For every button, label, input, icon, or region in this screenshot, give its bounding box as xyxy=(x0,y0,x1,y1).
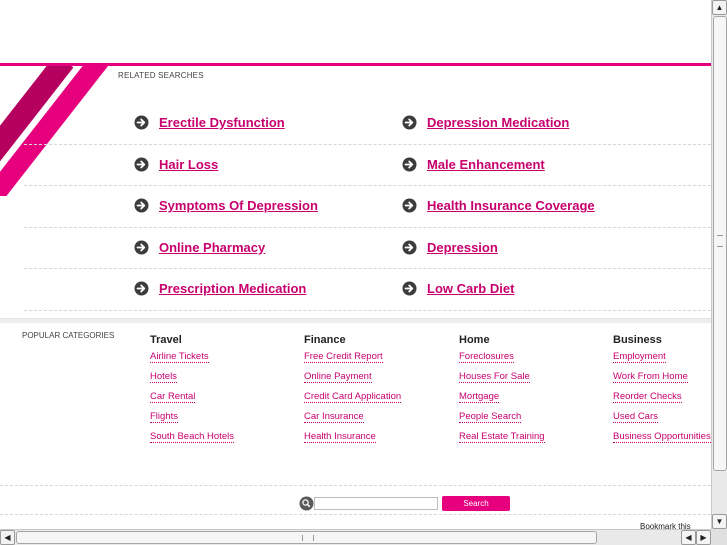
category-link[interactable] xyxy=(613,370,711,390)
circle-arrow-right-icon xyxy=(134,281,149,296)
category-link-label: Flights xyxy=(150,411,178,422)
vertical-scrollbar[interactable] xyxy=(711,0,727,529)
search-input[interactable] xyxy=(314,497,438,510)
scroll-right-button[interactable]: ▶ xyxy=(696,530,711,545)
category-column xyxy=(613,334,711,450)
category-link[interactable] xyxy=(150,350,300,370)
category-link[interactable] xyxy=(304,390,454,410)
related-row xyxy=(24,228,711,270)
related-searches-title: RELATED SEARCHES xyxy=(118,71,204,80)
category-link-label: Airline Tickets xyxy=(150,351,209,362)
circle-arrow-right-icon xyxy=(134,198,149,213)
magnifier-icon xyxy=(299,496,314,511)
circle-arrow-right-icon xyxy=(402,240,417,255)
category-link[interactable] xyxy=(613,390,711,410)
grip-icon xyxy=(717,235,723,247)
vertical-scroll-thumb[interactable] xyxy=(713,16,727,471)
related-link-item[interactable] xyxy=(402,240,498,255)
horizontal-scroll-thumb[interactable] xyxy=(16,531,597,544)
circle-arrow-right-icon xyxy=(402,198,417,213)
related-link-item[interactable] xyxy=(402,198,595,213)
scroll-up-button[interactable]: ▲ xyxy=(712,0,727,15)
category-link-label: Online Payment xyxy=(304,371,372,382)
related-search-link[interactable]: Online Pharmacy xyxy=(159,239,266,255)
category-link[interactable] xyxy=(150,410,300,430)
category-link[interactable] xyxy=(304,430,454,450)
scrollbar-corner xyxy=(711,529,727,545)
category-link-label: Free Credit Report xyxy=(304,351,383,362)
related-row xyxy=(24,103,711,145)
category-link-label: Car Rental xyxy=(150,391,196,402)
category-link[interactable] xyxy=(459,350,609,370)
category-link[interactable] xyxy=(613,410,711,430)
category-link-label: Credit Card Application xyxy=(304,391,402,402)
category-link-label: Car Insurance xyxy=(304,411,364,422)
horizontal-scrollbar[interactable] xyxy=(0,529,711,545)
circle-arrow-right-icon xyxy=(402,115,417,130)
category-heading[interactable]: Travel xyxy=(150,334,182,346)
category-link[interactable] xyxy=(304,350,454,370)
category-link-label: South Beach Hotels xyxy=(150,431,234,442)
category-link[interactable] xyxy=(459,410,609,430)
related-search-link[interactable]: Depression Medication xyxy=(427,115,570,130)
category-column xyxy=(150,334,300,450)
related-link-item[interactable] xyxy=(134,157,218,172)
circle-arrow-right-icon xyxy=(402,157,417,172)
scroll-left-button-end[interactable]: ◀ xyxy=(681,530,696,545)
scroll-down-button[interactable]: ▼ xyxy=(712,514,727,529)
category-link-label: Houses For Sale xyxy=(459,371,530,382)
related-link-item[interactable] xyxy=(402,115,569,130)
related-search-link[interactable]: Symptoms Of Depression xyxy=(159,198,318,214)
category-link[interactable] xyxy=(304,370,454,390)
related-search-link[interactable]: Depression xyxy=(427,239,498,255)
category-link[interactable] xyxy=(304,410,454,430)
category-heading[interactable]: Home xyxy=(459,334,490,346)
category-link[interactable] xyxy=(150,390,300,410)
category-link-label: Employment xyxy=(613,351,666,362)
circle-arrow-right-icon xyxy=(134,115,149,130)
circle-arrow-right-icon xyxy=(402,281,417,296)
category-link-label: Real Estate Training xyxy=(459,431,545,442)
bookmark-link[interactable]: Bookmark this xyxy=(640,522,691,529)
search-button[interactable]: Search xyxy=(442,496,510,511)
category-column xyxy=(304,334,454,450)
category-link[interactable] xyxy=(459,370,609,390)
category-link[interactable] xyxy=(150,370,300,390)
related-row xyxy=(24,186,711,228)
related-link-item[interactable] xyxy=(134,240,265,255)
scroll-left-button[interactable]: ◀ xyxy=(0,530,15,545)
related-link-item[interactable] xyxy=(402,157,545,172)
category-link[interactable] xyxy=(613,430,711,450)
related-search-link[interactable]: Male Enhancement xyxy=(427,156,545,172)
category-link-label: Used Cars xyxy=(613,411,658,422)
category-link[interactable] xyxy=(459,390,609,410)
category-link-label: Business Opportunities xyxy=(613,431,711,442)
related-link-item[interactable] xyxy=(134,281,306,296)
popular-categories-title: POPULAR CATEGORIES xyxy=(22,331,115,340)
related-search-link[interactable]: Low Carb Diet xyxy=(427,281,515,297)
related-link-item[interactable] xyxy=(134,198,318,213)
category-link[interactable] xyxy=(459,430,609,450)
circle-arrow-right-icon xyxy=(134,240,149,255)
category-heading[interactable]: Finance xyxy=(304,334,346,346)
related-link-item[interactable] xyxy=(402,281,514,296)
related-search-link[interactable]: Erectile Dysfunction xyxy=(159,115,285,130)
related-row xyxy=(24,145,711,187)
related-search-link[interactable]: Health Insurance Coverage xyxy=(427,198,595,214)
related-link-item[interactable] xyxy=(134,115,285,130)
category-link-label: Hotels xyxy=(150,371,177,382)
related-links-list xyxy=(24,103,711,311)
related-row xyxy=(24,269,711,311)
category-link[interactable] xyxy=(150,430,300,450)
category-link-label: Foreclosures xyxy=(459,351,514,362)
circle-arrow-right-icon xyxy=(134,157,149,172)
grip-icon xyxy=(302,535,314,541)
category-link-label: Work From Home xyxy=(613,371,688,382)
category-link-label: People Search xyxy=(459,411,522,422)
category-column xyxy=(459,334,609,450)
category-heading[interactable]: Business xyxy=(613,334,662,346)
section-divider xyxy=(0,318,711,323)
category-link-label: Reorder Checks xyxy=(613,391,682,402)
category-link-label: Health Insurance xyxy=(304,431,376,442)
related-search-link[interactable]: Prescription Medication xyxy=(159,281,307,297)
category-link-label: Mortgage xyxy=(459,391,500,402)
category-link[interactable] xyxy=(613,350,711,370)
related-search-link[interactable]: Hair Loss xyxy=(159,156,219,172)
